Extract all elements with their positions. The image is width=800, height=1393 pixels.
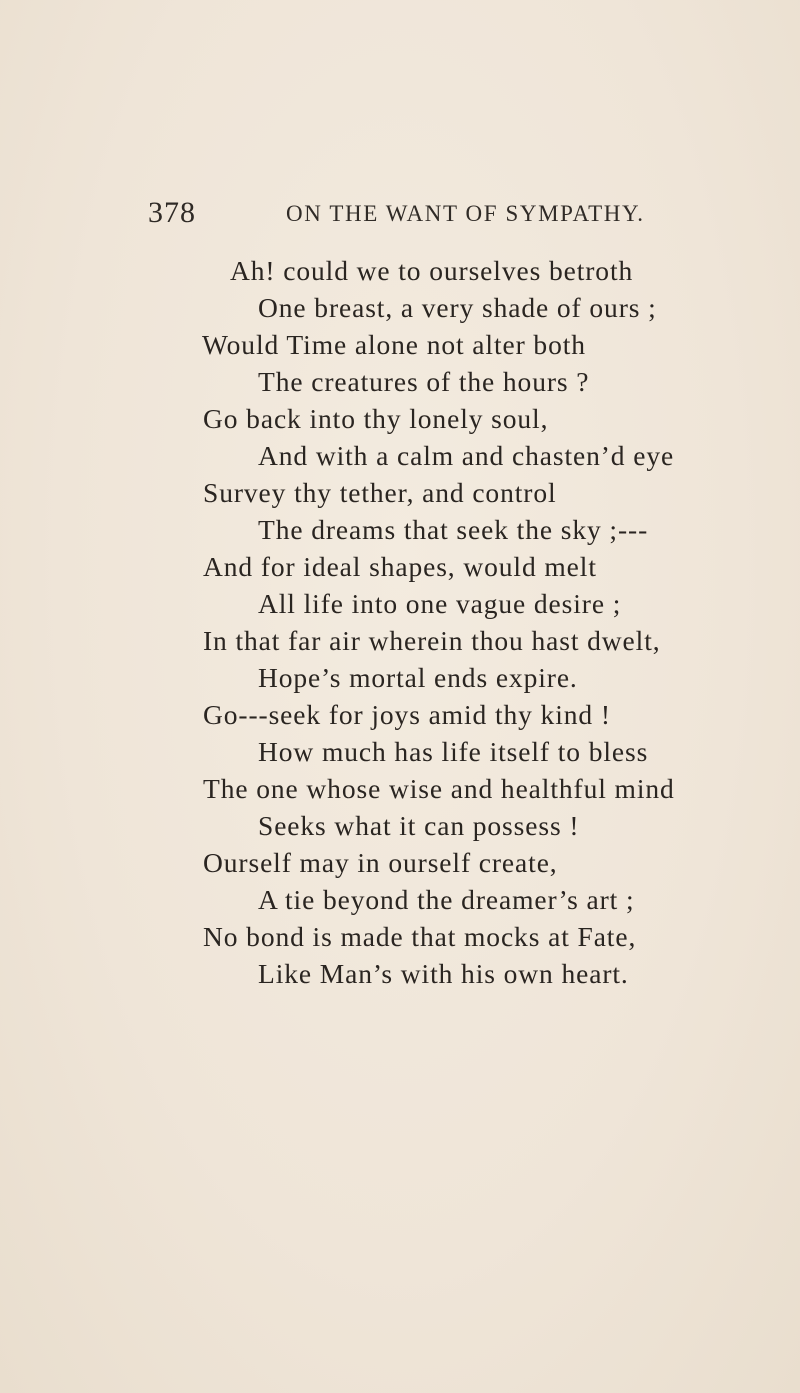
poem-line: In that far air wherein thou hast dwelt,	[203, 625, 661, 656]
poem-line: The creatures of the hours ?	[258, 366, 590, 397]
poem-line: How much has life itself to bless	[258, 736, 649, 767]
poem-line: The one whose wise and healthful mind	[203, 773, 675, 804]
poem-line: And with a calm and chasten’d eye	[258, 440, 675, 471]
poem-line: Go---seek for joys amid thy kind !	[203, 699, 611, 730]
poem-line: Go back into thy lonely soul,	[203, 403, 549, 434]
page-number: 378	[148, 196, 196, 229]
poem-line: And for ideal shapes, would melt	[203, 551, 597, 582]
poem-line: Survey thy tether, and control	[203, 477, 557, 508]
poem-line: Ah! could we to ourselves betroth	[230, 255, 634, 286]
poem-line: Seeks what it can possess !	[258, 810, 580, 841]
poem-line: A tie beyond the dreamer’s art ;	[258, 884, 635, 915]
poem-line: Hope’s mortal ends expire.	[258, 662, 578, 693]
poem-line: Would Time alone not alter both	[202, 329, 586, 360]
poem-line: All life into one vague desire ;	[258, 588, 622, 619]
poem-line: The dreams that seek the sky ;---	[258, 514, 649, 545]
poem-line: One breast, a very shade of ours ;	[258, 292, 657, 323]
poem-line: Ourself may in ourself create,	[203, 847, 558, 878]
poem-line: Like Man’s with his own heart.	[258, 958, 629, 989]
poem-line: No bond is made that mocks at Fate,	[203, 921, 637, 952]
running-head: ON THE WANT OF SYMPATHY.	[286, 201, 645, 226]
